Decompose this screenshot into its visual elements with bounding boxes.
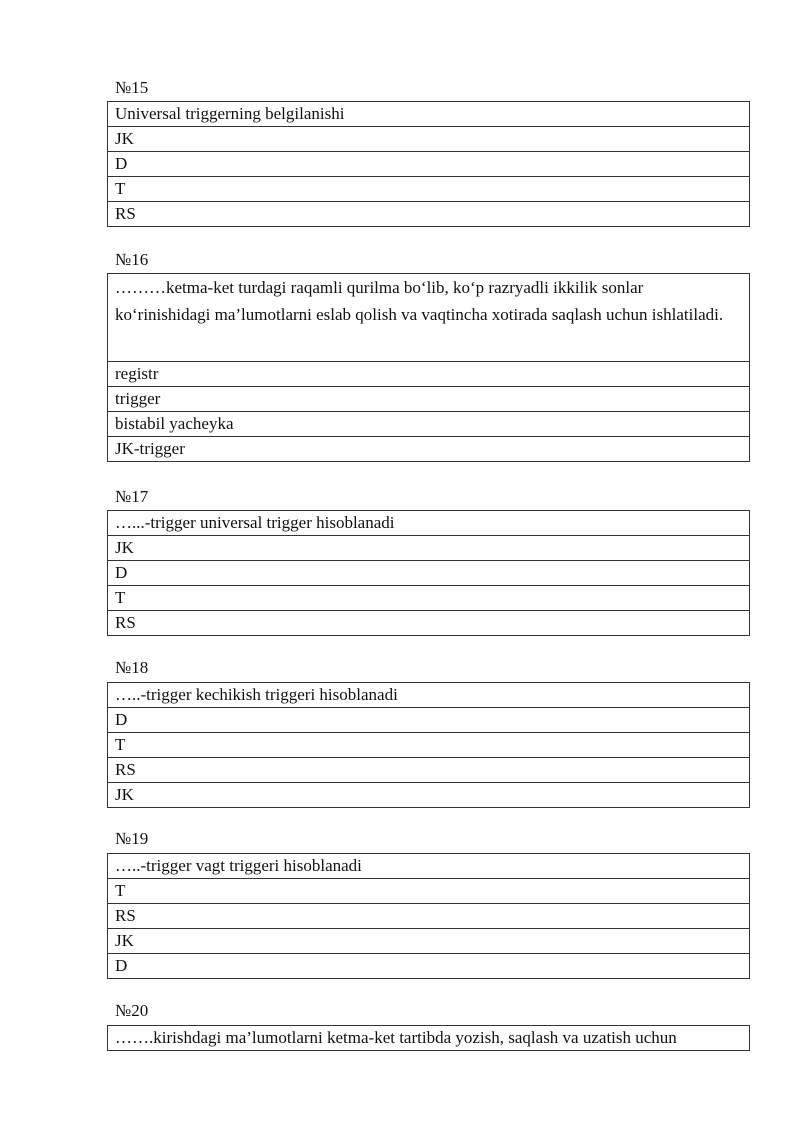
question-text: …..-trigger vagt triggeri hisoblanadi — [108, 854, 750, 879]
question-text: …….kirishdagi ma’lumotlarni ketma-ket tartibda yozish, saqlash va uzatish uchun — [108, 1026, 750, 1051]
question-text: …...-trigger universal trigger hisoblanadi — [108, 511, 750, 536]
answer-option: D — [108, 561, 750, 586]
answer-option: registr — [108, 362, 750, 387]
question-number: №19 — [115, 829, 149, 848]
answer-option: RS — [108, 904, 750, 929]
answer-option: JK — [108, 783, 750, 808]
question-number: №17 — [115, 487, 149, 506]
answer-option: D — [108, 954, 750, 979]
question-table — [107, 853, 750, 979]
answer-option: RS — [108, 611, 750, 636]
answer-option: RS — [108, 758, 750, 783]
question-number: №18 — [115, 658, 149, 677]
question-table — [107, 1025, 750, 1051]
answer-option: RS — [108, 202, 750, 227]
question-text: …..-trigger kechikish triggeri hisoblanadi — [108, 683, 750, 708]
answer-option: T — [108, 586, 750, 611]
question-table — [107, 682, 750, 808]
answer-option: JK — [108, 127, 750, 152]
answer-option: D — [108, 152, 750, 177]
answer-option: JK-trigger — [108, 437, 750, 462]
question-table — [107, 273, 750, 462]
answer-option: T — [108, 733, 750, 758]
question-table — [107, 101, 750, 227]
question-number: №16 — [115, 250, 149, 269]
answer-option: T — [108, 177, 750, 202]
answer-option: JK — [108, 536, 750, 561]
answer-option: D — [108, 708, 750, 733]
answer-option: trigger — [108, 387, 750, 412]
answer-option: JK — [108, 929, 750, 954]
question-table — [107, 510, 750, 636]
answer-option: bistabil yacheyka — [108, 412, 750, 437]
question-number: №20 — [115, 1001, 149, 1020]
question-number: №15 — [115, 78, 149, 97]
answer-option: T — [108, 879, 750, 904]
question-text: ………ketma-ket turdagi raqamli qurilma boʻlib, koʻp razryadli ikkilik sonlar koʻrinishidagi ma’lumotlarni eslab qolish va vaqtincha xotirada saqlash uchun ishlatiladi. — [108, 274, 750, 362]
question-text: Universal triggerning belgilanishi — [108, 102, 750, 127]
